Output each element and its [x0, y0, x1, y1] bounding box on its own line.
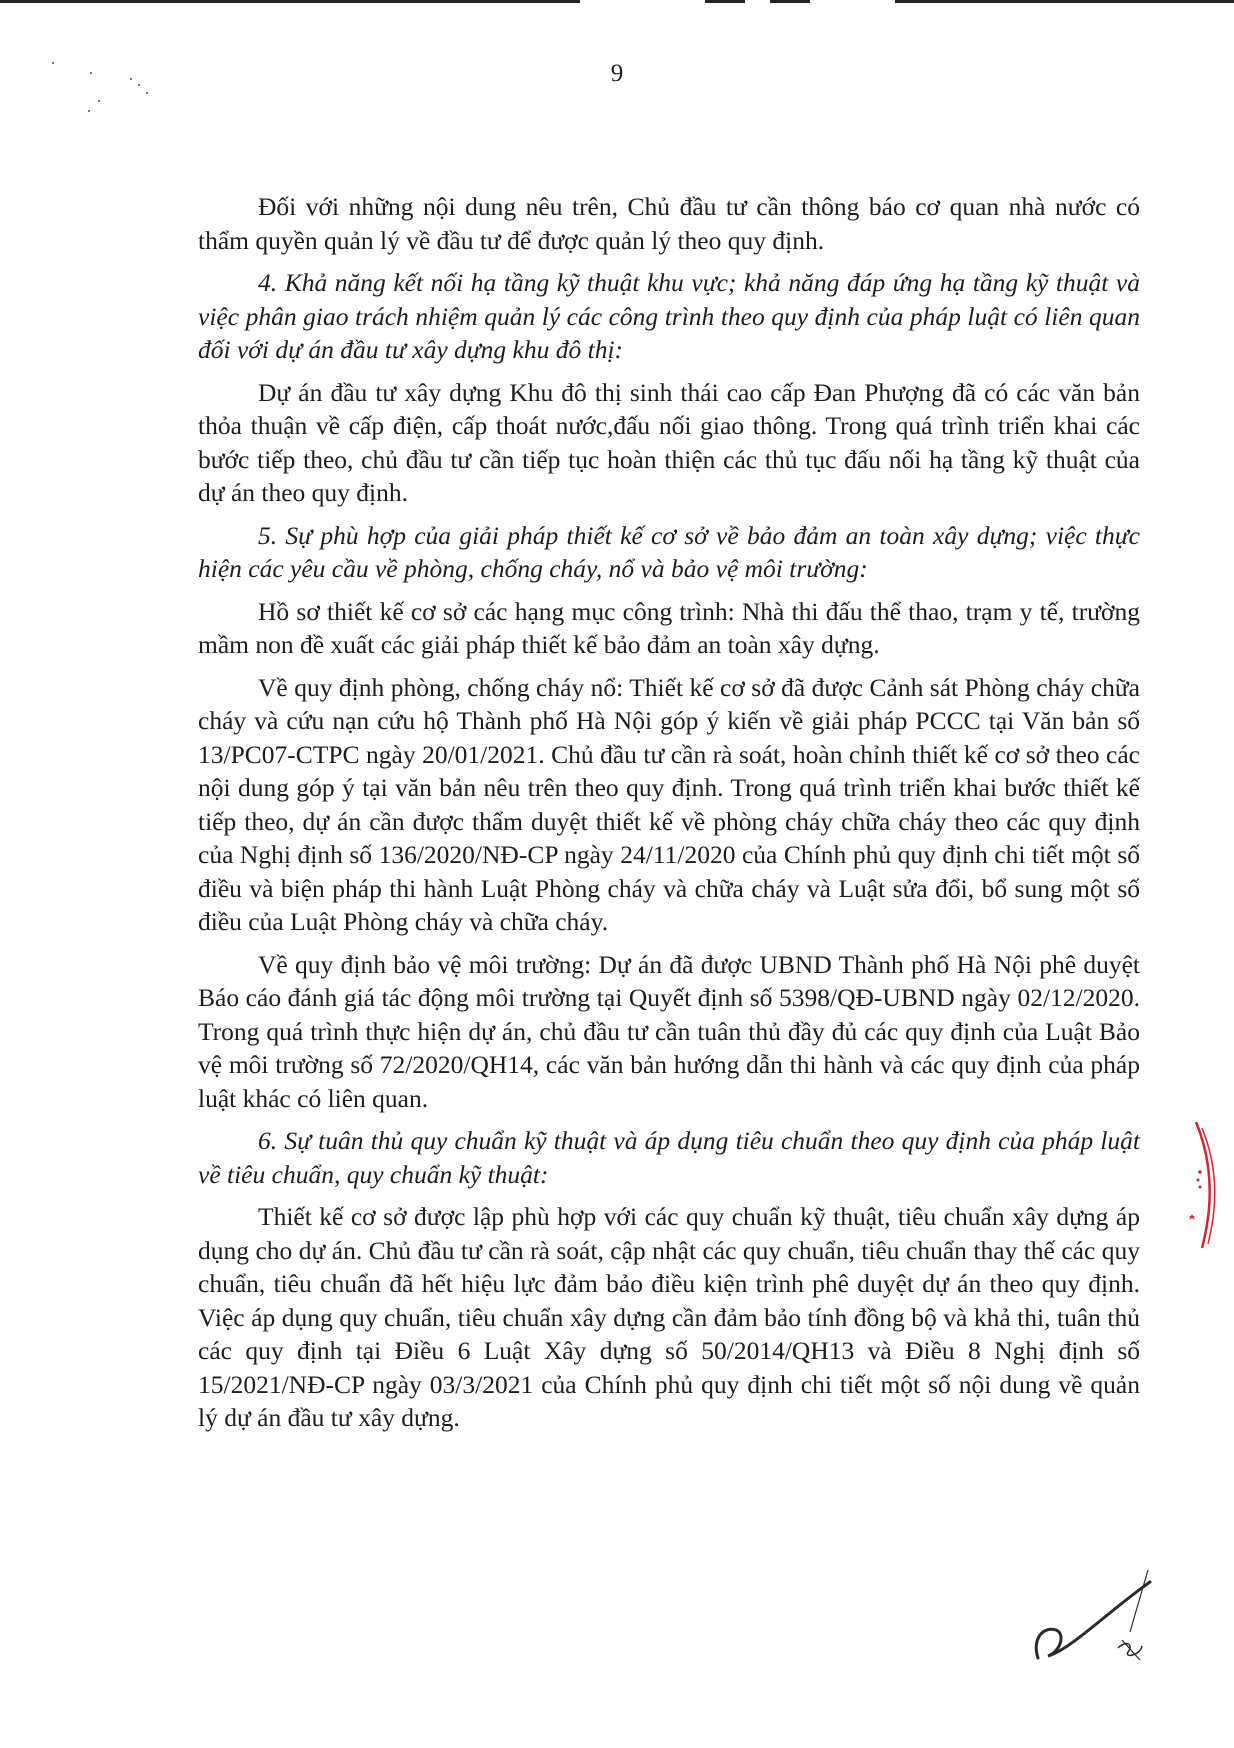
red-stamp-fragment-icon: [1186, 1120, 1226, 1250]
scan-speck: [146, 92, 148, 94]
scan-speck: [88, 110, 90, 112]
paragraph-environment: Về quy định bảo vệ môi trường: Dự án đã được UBND Thành phố Hà Nội phê duyệt Báo cáo đánh giá tác động môi trường tại Quyết định số 5398/QĐ-UBND ngày 02/12/2020. Trong quá trình thực hiện dự án, chủ đầu tư cần tuân thủ đầy đủ các quy định của Luật Bảo vệ môi trường số 72/2020/QH14, các văn bản hướng dẫn thi hành và các quy định của pháp luật khác có liên quan.: [198, 949, 1140, 1113]
scan-speck: [98, 100, 100, 102]
scan-top-edge-line: [895, 0, 1234, 3]
paragraph-fire-prevention: Về quy định phòng, chống cháy nổ: Thiết kế cơ sở đã được Cảnh sát Phòng cháy chữa cháy và cứu nạn cứu hộ Thành phố Hà Nội góp ý kiến về giải pháp PCCC tại Văn bản số 13/PC07-CTPC ngày 20/01/2021. Chủ đầu tư cần rà soát, hoàn chỉnh thiết kế cơ sở theo các nội dung góp ý tại văn bản nêu trên theo quy định. Trong quá trình triển khai bước thiết kế tiếp theo, dự án cần được thẩm duyệt thiết kế về phòng cháy chữa cháy theo các quy định của Nghị định số 136/2020/NĐ-CP ngày 24/11/2020 của Chính phủ quy định chi tiết một số điều và biện pháp thi hành Luật Phòng cháy và chữa cháy và Luật sửa đổi, bổ sung một số điều của Luật Phòng cháy và chữa cháy.: [198, 672, 1140, 936]
page-number: 9: [610, 60, 624, 87]
document-body: [198, 190, 1140, 1444]
section-heading-6: 6. Sự tuân thủ quy chuẩn kỹ thuật và áp dụng tiêu chuẩn theo quy định của pháp luật về tiêu chuẩn, quy chuẩn kỹ thuật:: [198, 1126, 1140, 1189]
paragraph-standards: Thiết kế cơ sở được lập phù hợp với các quy chuẩn kỹ thuật, tiêu chuẩn xây dựng áp dụng cho dự án. Chủ đầu tư cần rà soát, cập nhật các quy chuẩn, tiêu chuẩn thay thế các quy chuẩn, tiêu chuẩn đã hết hiệu lực đảm bảo điều kiện trình phê duyệt dự án theo quy định. Việc áp dụng quy chuẩn, tiêu chuẩn xây dựng cần đảm bảo tính đồng bộ và khả thi, tuân thủ các quy định tại Điều 6 Luật Xây dựng số 50/2014/QH13 và Điều 8 Nghị định số 15/2021/NĐ-CP ngày 03/3/2021 của Chính phủ quy định chi tiết một số nội dung về quản lý dự án đầu tư xây dựng.: [198, 1202, 1140, 1432]
section-heading-5: 5. Sự phù hợp của giải pháp thiết kế cơ sở về bảo đảm an toàn xây dựng; việc thực hiện các yêu cầu về phòng, chống cháy, nổ và bảo vệ môi trường:: [198, 520, 1140, 583]
scan-top-edge-line: [705, 0, 745, 3]
paragraph-notify-authority: Đối với những nội dung nêu trên, Chủ đầu tư cần thông báo cơ quan nhà nước có thẩm quyền quản lý về đầu tư để được quản lý theo quy định.: [198, 192, 1140, 255]
signature-icon: [1030, 1560, 1180, 1670]
paragraph-infrastructure: Dự án đầu tư xây dựng Khu đô thị sinh thái cao cấp Đan Phượng đã có các văn bản thỏa thuận về cấp điện, cấp thoát nước,đấu nối giao thông. Trong quá trình triển khai các bước tiếp theo, chủ đầu tư cần tiếp tục hoàn thiện các thủ tục đấu nối hạ tầng kỹ thuật của dự án theo quy định.: [198, 377, 1140, 507]
paragraph-design-safety: Hồ sơ thiết kế cơ sở các hạng mục công trình: Nhà thi đấu thể thao, trạm y tế, trường mầm non đề xuất các giải pháp thiết kế bảo đảm an toàn xây dựng.: [198, 596, 1140, 659]
section-heading-4: 4. Khả năng kết nối hạ tầng kỹ thuật khu vực; khả năng đáp ứng hạ tầng kỹ thuật và việc phân giao trách nhiệm quản lý các công trình theo quy định của pháp luật có liên quan đối với dự án đầu tư xây dựng khu đô thị:: [198, 268, 1140, 364]
scan-top-edge-line: [770, 0, 810, 3]
scan-top-edge-line: [0, 0, 580, 3]
